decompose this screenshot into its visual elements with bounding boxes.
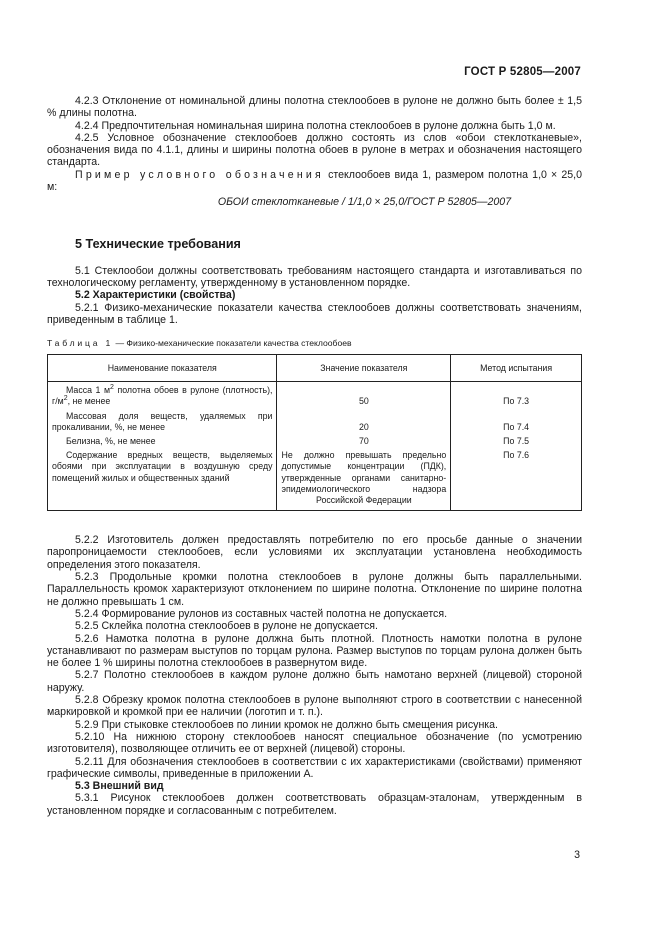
row-value-whiteness: 70 — [277, 433, 451, 447]
paragraph-5-2-4: 5.2.4 Формирование рулонов из составных частей полотна не допускается. — [75, 607, 448, 620]
subsection-5-3-title: 5.3 Внешний вид — [75, 780, 164, 793]
row-value-mass: 50 — [277, 382, 451, 408]
row-method-mass: По 7.3 — [451, 382, 582, 408]
paragraphs-after-table — [47, 534, 582, 817]
paragraph-5-2-3: 5.2.3 Продольные кромки полотна стеклообоев в рулоне должны быть параллельными. Параллельность кромок характеризуют отклонением по ширине полотна. Отклонение по ширине полотна не должно превышать 1 см. — [47, 571, 582, 608]
table-header-row — [48, 355, 582, 382]
row-method-mass-fraction: По 7.4 — [451, 408, 582, 433]
table-1 — [47, 354, 582, 511]
row-name-whiteness: Белизна, %, не менее — [48, 433, 277, 447]
row-method-whiteness: По 7.5 — [451, 433, 582, 447]
page-content — [47, 95, 582, 817]
table-row — [48, 382, 582, 408]
example-paragraph: Пример условного обозначения стеклообоев вида 1, размером полотна 1,0 × 25,0 м: — [47, 168, 582, 194]
example-formula: ОБОИ стеклотканевые / 1/1,0 × 25,0/ГОСТ Р 52805—2007 — [217, 196, 512, 209]
column-header-method: Метод испытания — [451, 355, 582, 382]
table-row — [48, 433, 582, 447]
row-name-mass: Масса 1 $м^2$ полотна обоев в рулоне (плотность), $г/м^2$, не менее — [48, 382, 277, 408]
table-row — [48, 408, 582, 433]
page-number: 3 — [574, 849, 580, 861]
paragraph-5-2-10: 5.2.10 На нижнюю сторону стеклообоев наносят специальное обозначение (по усмотрению изготовителя), позволяющее отличить ее от верхней (лицевой) стороны. — [47, 730, 582, 756]
paragraph-5-2-9: 5.2.9 При стыковке стеклообоев по линии кромок не должно быть смещения рисунка. — [75, 718, 499, 731]
column-header-name: Наименование показателя — [48, 355, 277, 382]
row-value-harmful-substances: Не должно превышать предельно допустимые концентрации (ПДК), утвержденные органами санитарно-эпидемиологического надзора Российской Федерации — [277, 447, 451, 511]
paragraph-5-2-7: 5.2.7 Полотно стеклообоев в каждом рулоне должно быть намотано верхней (лицевой) стороной наружу. — [47, 669, 582, 694]
paragraph-5-2-11: 5.2.11 Для обозначения стеклообоев в соответствии с их характеристиками (свойствами) применяют графические символы, приведенные в приложении А. — [47, 755, 582, 780]
paragraph-5-2-1: 5.2.1 Физико-механические показатели качества стеклообоев должны соответствовать значениям, приведенным в таблице 1. — [47, 301, 582, 326]
document-header: ГОСТ Р 52805—2007 — [464, 66, 581, 78]
row-method-harmful-substances: По 7.6 — [451, 447, 582, 511]
row-name-mass-fraction: Массовая доля веществ, удаляемых при прокаливании, %, не менее — [48, 408, 277, 433]
row-name-harmful-substances: Содержание вредных веществ, выделяемых обоями при эксплуатации в воздушную среду помещений жилых и общественных зданий — [48, 447, 277, 511]
row-value-mass-fraction: 20 — [277, 408, 451, 433]
paragraph-4-2-3: 4.2.3 Отклонение от номинальной длины полотна стеклообоев в рулоне не должно быть более ± 1,5 % длины полотна. — [47, 95, 582, 120]
section-5-title: 5 Технические требования — [75, 236, 241, 251]
paragraph-5-2-2: 5.2.2 Изготовитель должен предоставлять потребителю по его просьбе данные о значении паропроницаемости стеклообоев, если условиями их эксплуатации установлена необходимость определения этого показателя. — [47, 534, 582, 571]
example-label: Пример условного обозначения — [75, 168, 324, 181]
paragraph-4-2-5: 4.2.5 Условное обозначение стеклообоев должно состоять из слов «обои стеклотканевые», обозначения вида по 4.1.1, длины и ширины полотна обоев в рулоне в метрах и обозначения настоящего стандарта. — [47, 131, 582, 169]
paragraph-5-2-5: 5.2.5 Склейка полотна стеклообоев в рулоне не допускается. — [75, 620, 378, 633]
column-header-value: Значение показателя — [277, 355, 451, 382]
subsection-5-2-title: 5.2 Характеристики (свойства) — [75, 289, 236, 302]
paragraph-5-2-6: 5.2.6 Намотка полотна в рулоне должна быть плотной. Плотность намотки полотна в рулоне устанавливают по размерам выступов по торцам рулона. Размер выступов по торцам рулона должен быть не более 1 % ширины полотна стеклообоев в развернутом виде. — [47, 632, 582, 670]
paragraph-5-2-8: 5.2.8 Обрезку кромок полотна стеклообоев в рулоне выполняют строго в соответствии с нанесенной маркировкой и кромкой при ее наличии (логотип и т. п.). — [47, 694, 582, 719]
table-1-caption: Таблица 1 — Физико-механические показатели качества стеклообоев — [47, 338, 352, 349]
table-row — [48, 447, 582, 511]
paragraph-5-3-1: 5.3.1 Рисунок стеклообоев должен соответствовать образцам-эталонам, утвержденным в установленном порядке и согласованным с потребителем. — [47, 792, 582, 817]
paragraph-5-1: 5.1 Стеклообои должны соответствовать требованиям настоящего стандарта и изготавливаться по технологическому регламенту, утвержденному в установленном порядке. — [47, 264, 582, 289]
paragraph-4-2-4: 4.2.4 Предпочтительная номинальная ширина полотна стеклообоев в рулоне должна быть 1,0 м. — [75, 119, 556, 132]
